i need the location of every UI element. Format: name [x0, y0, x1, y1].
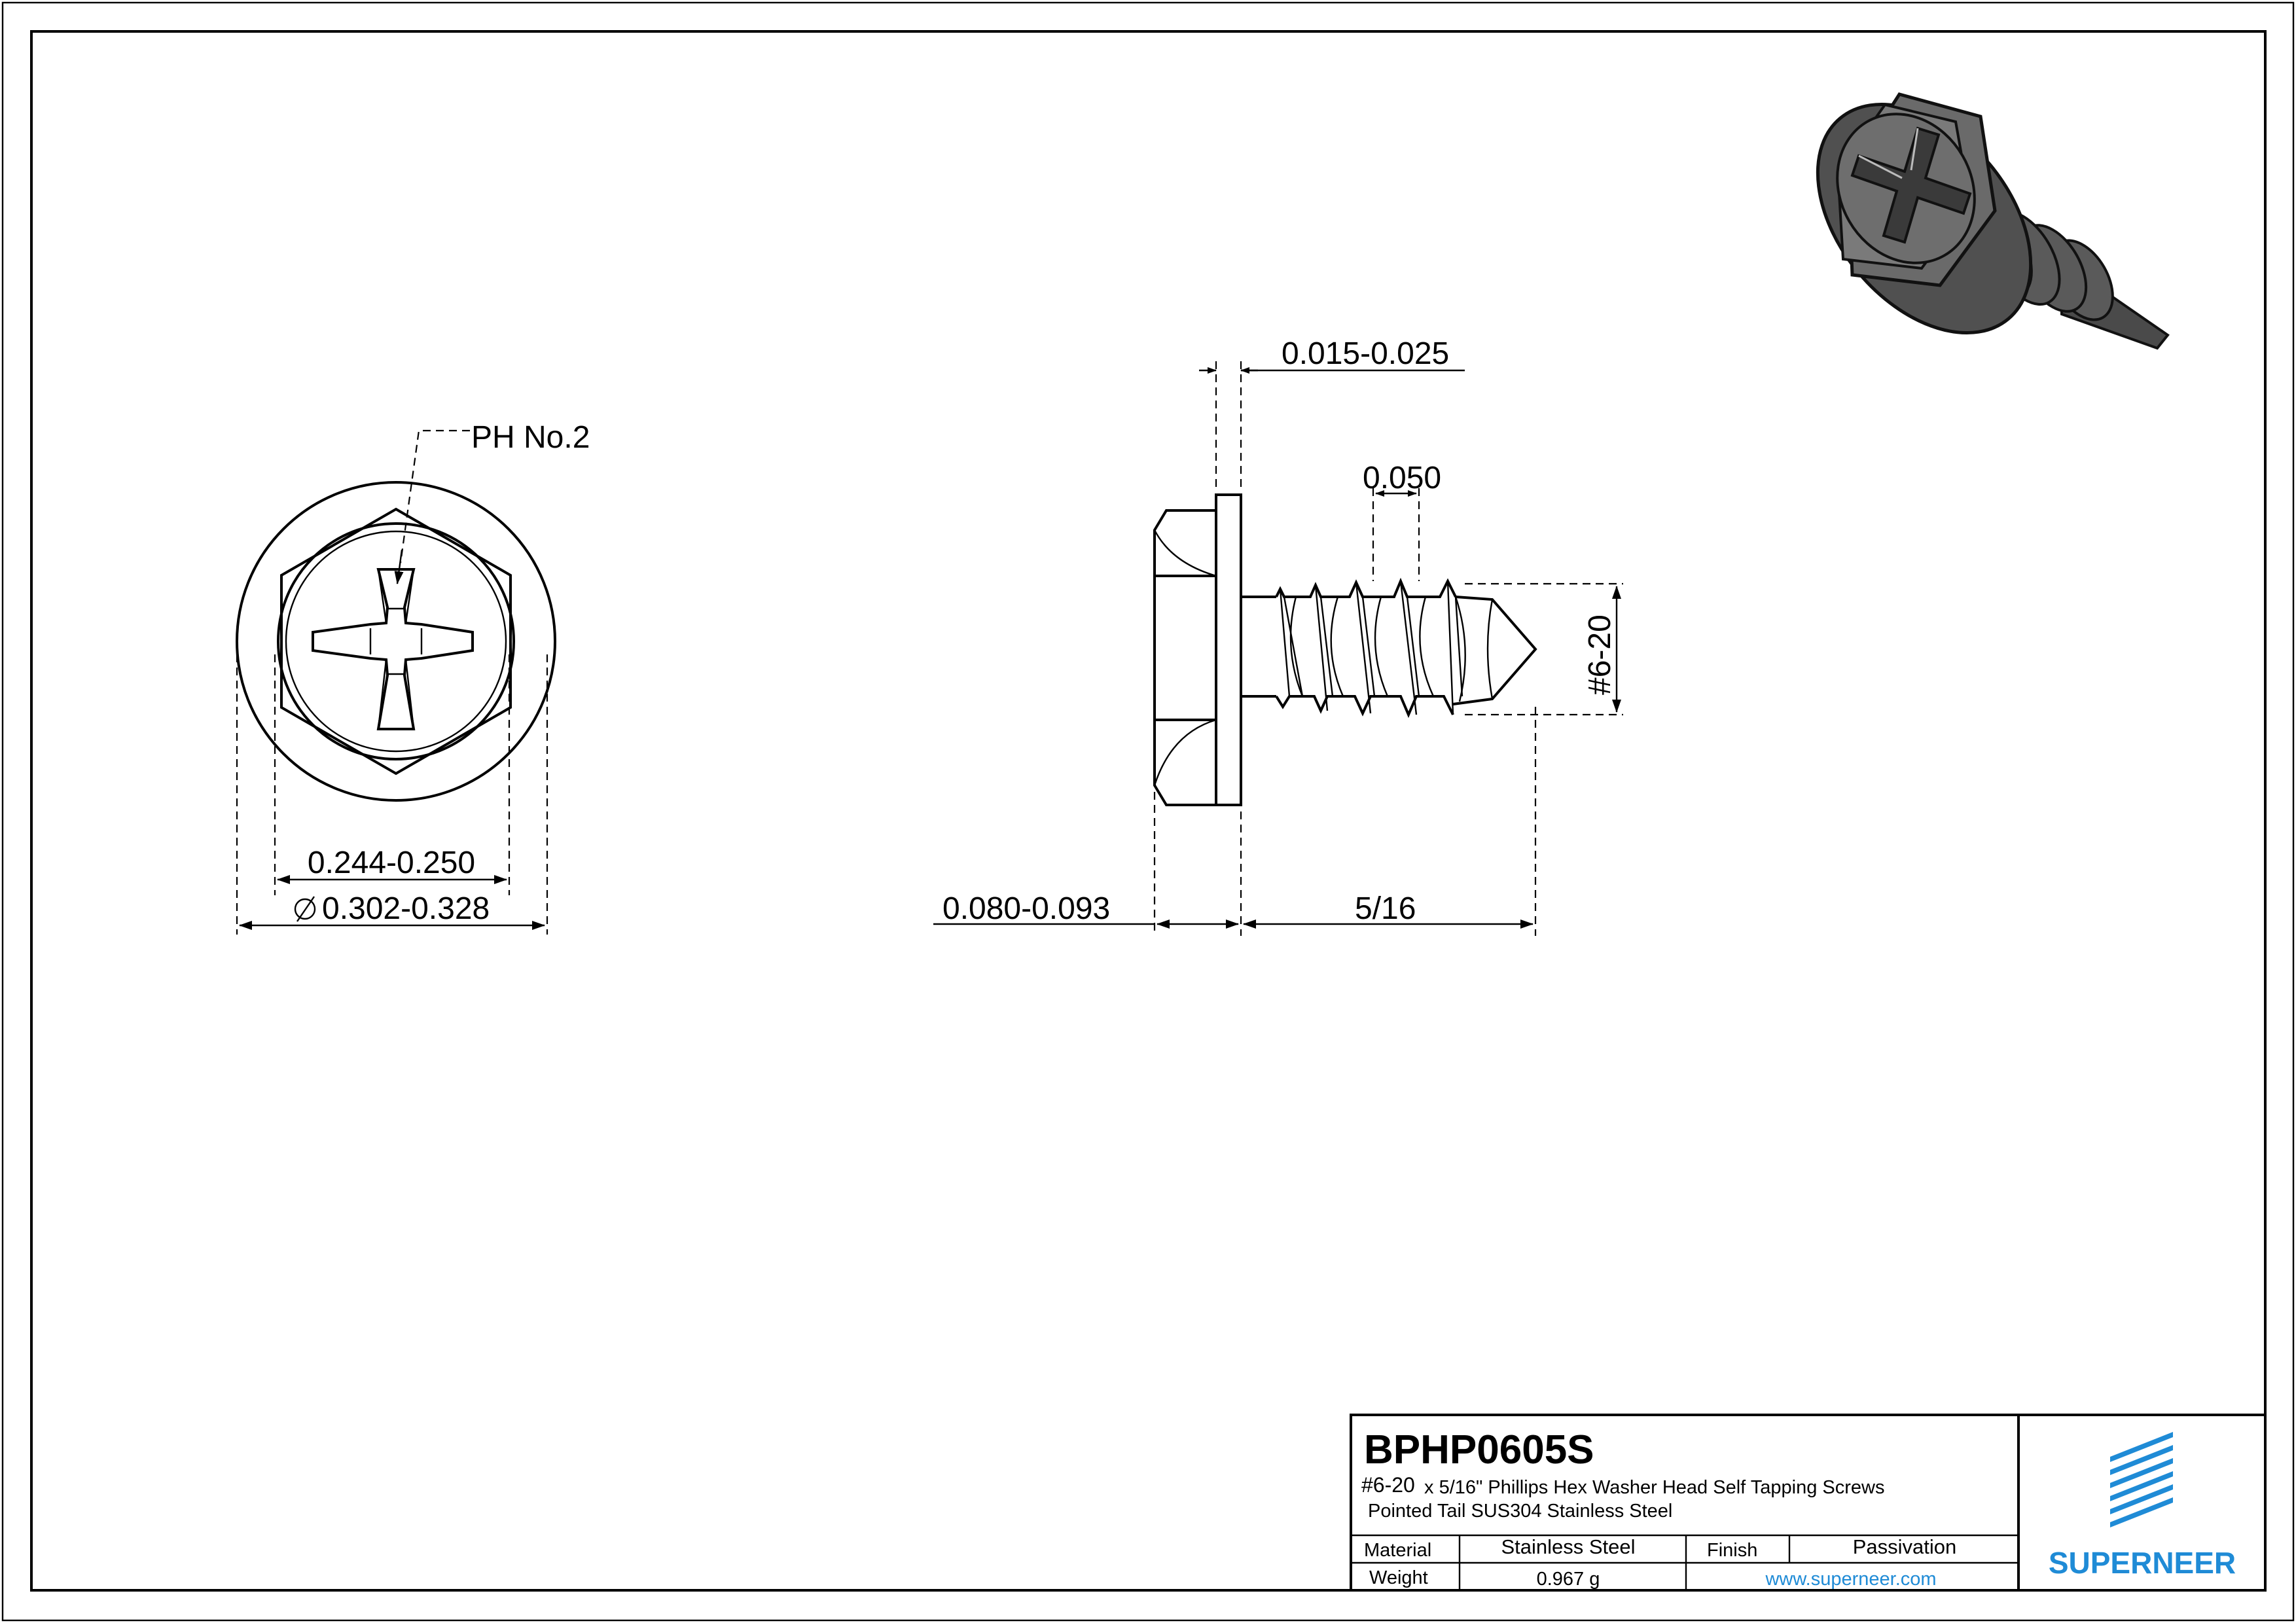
description-line-1: x 5/16" Phillips Hex Washer Head Self Tapping Screws	[1419, 1477, 1885, 1498]
side-dimensions	[933, 361, 1623, 936]
weight-value: 0.967 g	[1536, 1569, 1600, 1590]
finish-value: Passivation	[1852, 1535, 1957, 1558]
description-size: #6-20	[1361, 1473, 1415, 1497]
length-dimension: 5/16	[1355, 891, 1416, 926]
description-line-2: Pointed Tail SUS304 Stainless Steel	[1368, 1501, 1673, 1522]
brand-name: SUPERNEER	[2048, 1546, 2236, 1580]
thread-size-dimension: #6-20	[1583, 615, 1617, 695]
head-front-view	[237, 431, 555, 800]
part-number: BPHP0605S	[1364, 1427, 1594, 1472]
weight-label: Weight	[1369, 1567, 1428, 1588]
across-flats-dimension: 0.244-0.250	[307, 846, 476, 880]
screw-side-view	[1155, 495, 1535, 805]
finish-label: Finish	[1707, 1540, 1758, 1561]
hex-outline	[281, 509, 511, 774]
washer-flange	[1216, 495, 1241, 805]
washer-diameter-dimension: 0.302-0.328	[322, 891, 490, 926]
thread-pitch-dimension: 0.050	[1363, 461, 1442, 495]
phillips-recess-icon	[313, 569, 473, 729]
washer-outline	[237, 482, 555, 800]
thread-profile-top	[1276, 581, 1456, 597]
washer-thickness-dimension: 0.015-0.025	[1282, 336, 1450, 371]
recess-callout-label: PH No.2	[471, 420, 590, 455]
material-label: Material	[1364, 1540, 1432, 1561]
thread-profile-bottom	[1276, 696, 1453, 715]
website-link[interactable]: www.superneer.com	[1765, 1569, 1937, 1590]
head-height-dimension: 0.080-0.093	[942, 891, 1111, 926]
hex-head-side	[1155, 510, 1216, 805]
screw-isometric-render	[1775, 63, 2168, 374]
material-value: Stainless Steel	[1501, 1535, 1636, 1558]
superneer-logo-icon	[2110, 1432, 2173, 1527]
